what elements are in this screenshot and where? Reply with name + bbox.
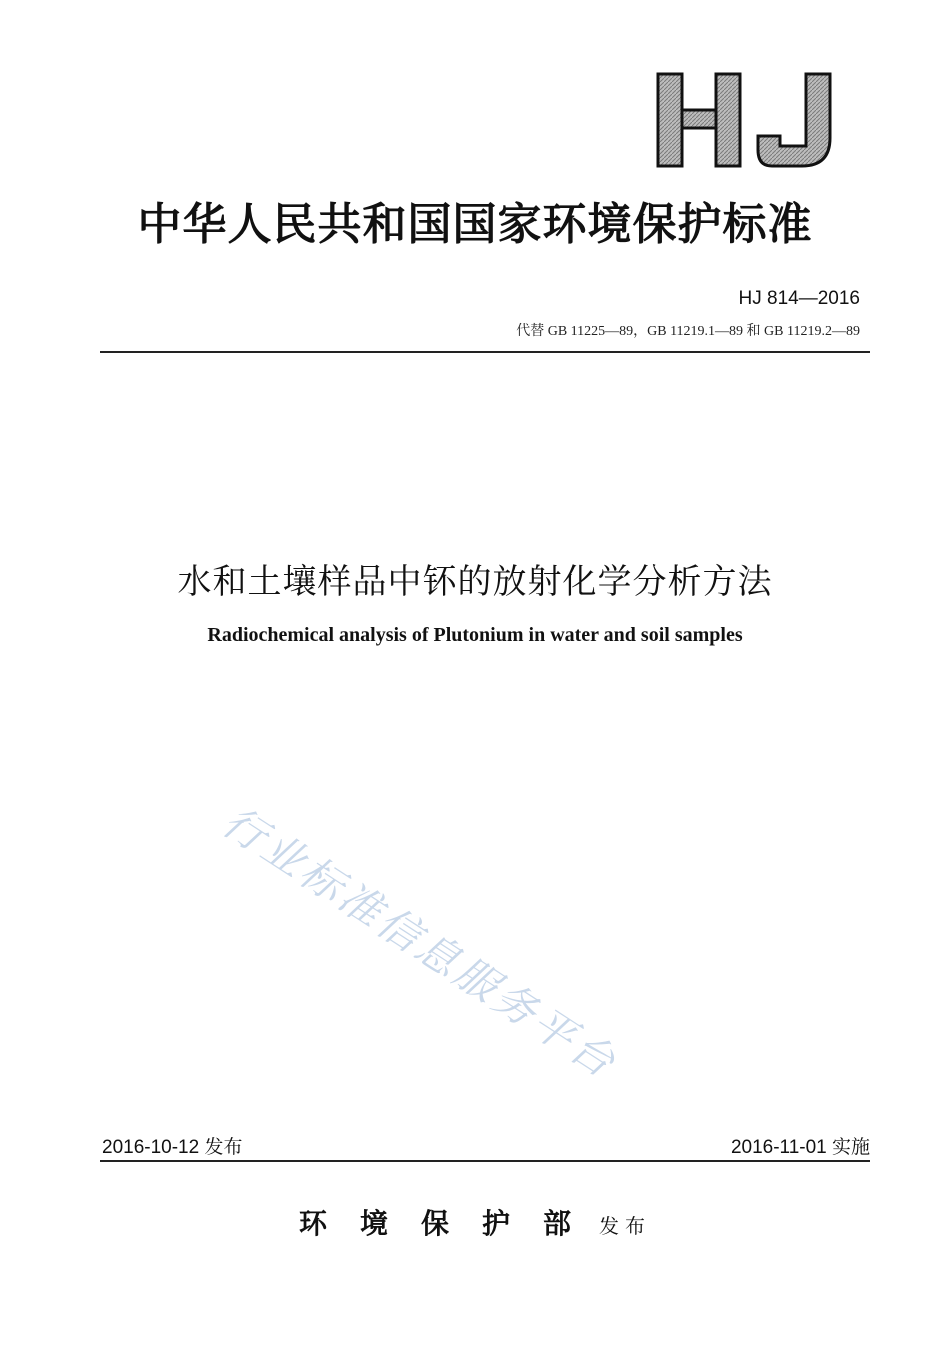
publisher-name: 环境保护部 [298, 1207, 604, 1240]
document-title-english: Radiochemical analysis of Plutonium in water and soil samples [207, 624, 743, 646]
issue-date: 2016-10-12 发布 [102, 1137, 243, 1158]
standard-number: HJ 814—2016 [738, 288, 860, 309]
watermark: 行业标准信息服务平台 [213, 796, 627, 1089]
hj-logo [652, 70, 844, 170]
issuing-standard-category: 中华人民共和国国家环境保护标准 [137, 199, 813, 250]
footer-divider [100, 1160, 870, 1162]
publish-word: 发布 [599, 1214, 652, 1238]
publisher-line [0, 1202, 950, 1242]
header-divider [100, 351, 870, 353]
replaces-standards: 代替 GB 11225—89，GB 11219.1—89 和 GB 11219.2—89 [516, 324, 860, 339]
implementation-date: 2016-11-01 实施 [730, 1137, 870, 1158]
document-title-chinese: 水和土壤样品中钚的放射化学分析方法 [177, 562, 773, 602]
